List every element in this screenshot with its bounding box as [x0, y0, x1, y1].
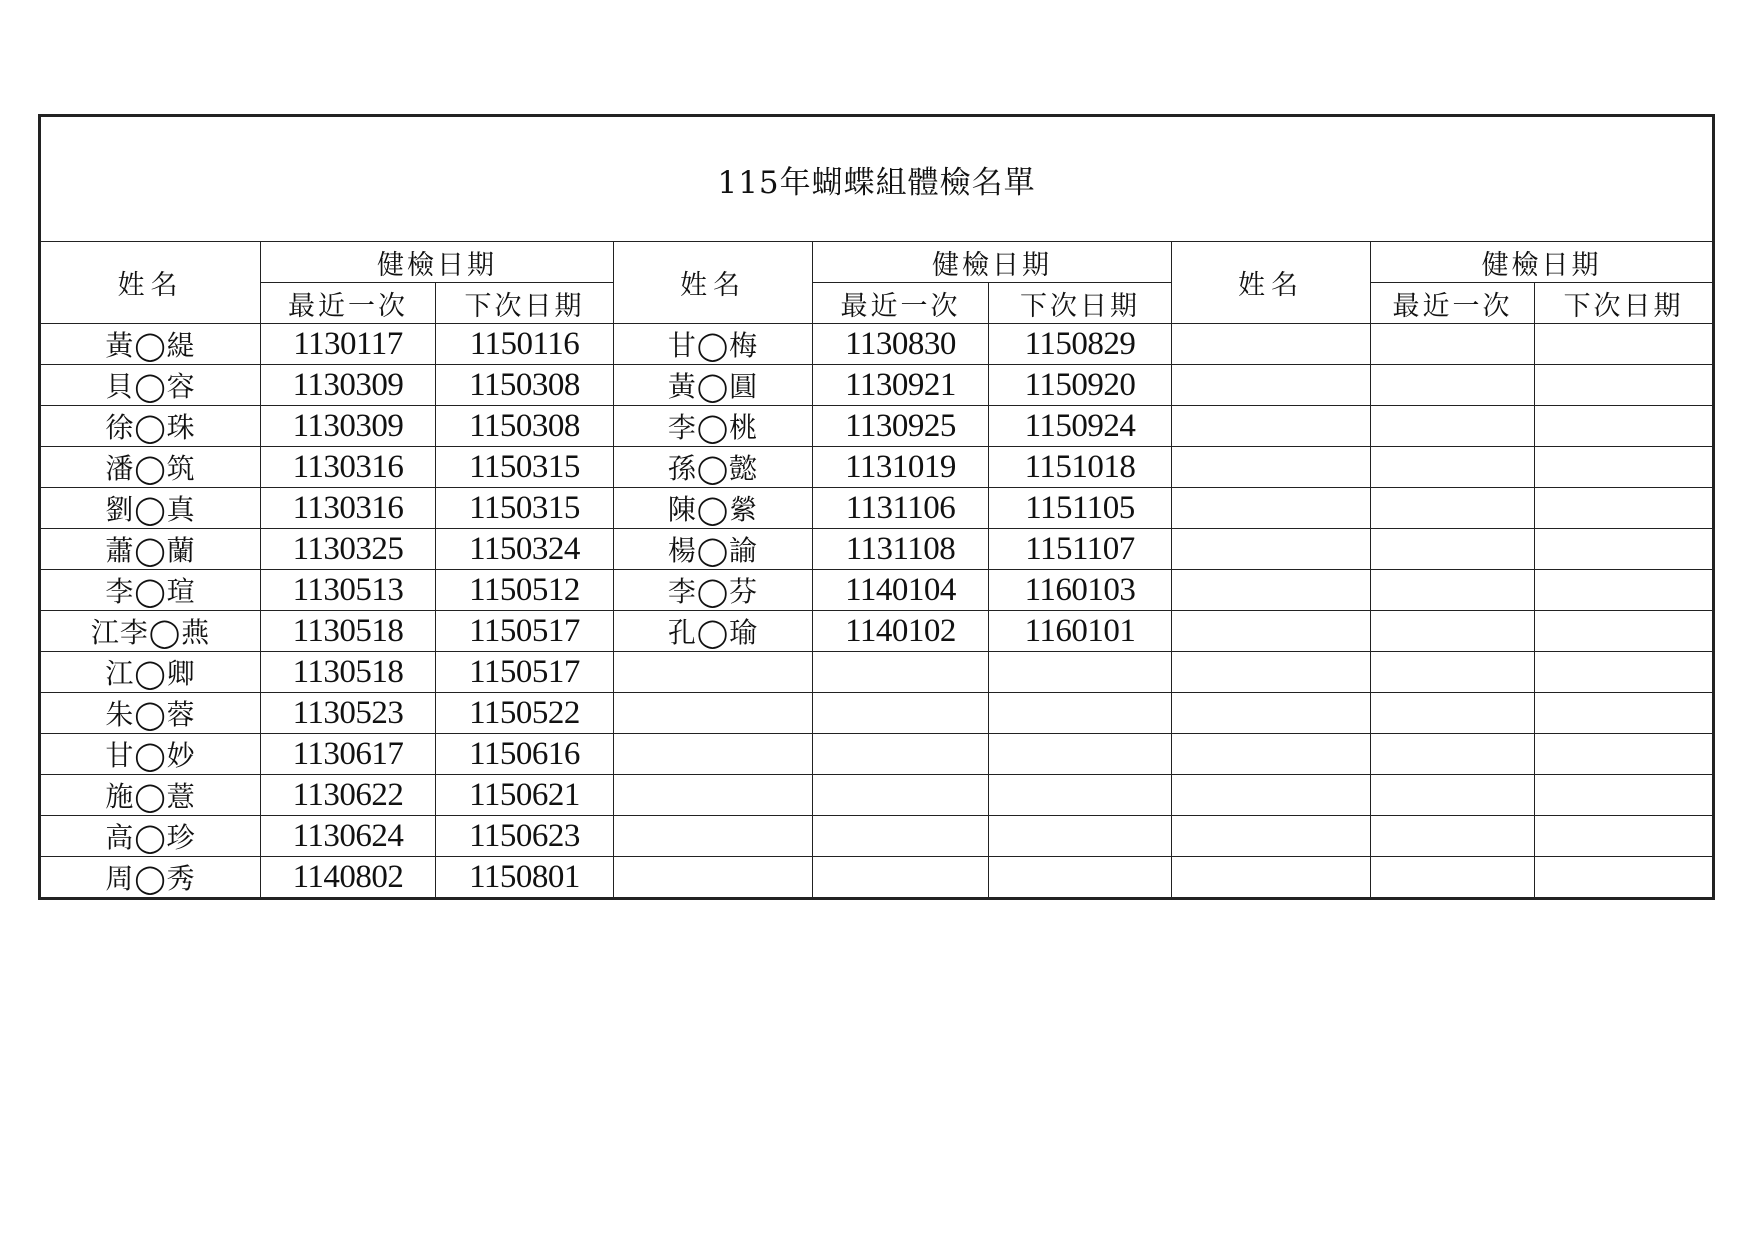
next-checkup-date: 1150517 [436, 652, 614, 693]
member-name: 高◯珍 [40, 816, 261, 857]
member-name [614, 775, 813, 816]
table-row [40, 734, 1714, 775]
last-checkup-header-2: 最近一次 [813, 283, 989, 324]
next-checkup-date: 1151105 [989, 488, 1172, 529]
next-checkup-date [1535, 529, 1714, 570]
table-row [40, 406, 1714, 447]
last-checkup-date: 1140102 [813, 611, 989, 652]
member-name [1172, 447, 1371, 488]
last-checkup-date [1371, 857, 1535, 899]
member-name: 孔◯瑜 [614, 611, 813, 652]
next-checkup-date: 1150522 [436, 693, 614, 734]
next-checkup-date: 1150621 [436, 775, 614, 816]
last-checkup-date [1371, 365, 1535, 406]
next-checkup-date [1535, 488, 1714, 529]
last-checkup-date [1371, 488, 1535, 529]
last-checkup-date [813, 775, 989, 816]
next-checkup-date: 1150315 [436, 447, 614, 488]
last-checkup-date [1371, 652, 1535, 693]
last-checkup-date [1371, 324, 1535, 365]
next-checkup-date: 1150517 [436, 611, 614, 652]
last-checkup-date [1371, 775, 1535, 816]
last-checkup-date [1371, 816, 1535, 857]
last-checkup-date [1371, 570, 1535, 611]
last-checkup-date: 1130316 [261, 488, 436, 529]
table-row [40, 447, 1714, 488]
next-checkup-date [1535, 611, 1714, 652]
member-name [1172, 488, 1371, 529]
next-checkup-date: 1150801 [436, 857, 614, 899]
last-checkup-date [1371, 529, 1535, 570]
member-name: 朱◯蓉 [40, 693, 261, 734]
last-checkup-date [813, 652, 989, 693]
next-checkup-date [989, 734, 1172, 775]
last-checkup-date [1371, 693, 1535, 734]
member-name [1172, 406, 1371, 447]
next-checkup-date: 1150324 [436, 529, 614, 570]
last-checkup-date: 1140802 [261, 857, 436, 899]
last-checkup-date [1371, 734, 1535, 775]
member-name [1172, 365, 1371, 406]
last-checkup-date [813, 857, 989, 899]
table-row [40, 365, 1714, 406]
last-checkup-date: 1130309 [261, 406, 436, 447]
checkup-date-header-2: 健檢日期 [813, 242, 1172, 283]
member-name: 潘◯筑 [40, 447, 261, 488]
last-checkup-date [813, 693, 989, 734]
table-row [40, 693, 1714, 734]
last-checkup-date: 1130518 [261, 652, 436, 693]
last-checkup-date: 1130523 [261, 693, 436, 734]
member-name: 徐◯珠 [40, 406, 261, 447]
next-checkup-date [989, 775, 1172, 816]
next-checkup-date: 1150829 [989, 324, 1172, 365]
member-name [614, 816, 813, 857]
member-name: 楊◯諭 [614, 529, 813, 570]
checkup-date-header-3: 健檢日期 [1371, 242, 1714, 283]
next-checkup-date: 1151018 [989, 447, 1172, 488]
last-checkup-date: 1130617 [261, 734, 436, 775]
member-name: 江◯卿 [40, 652, 261, 693]
member-name [1172, 775, 1371, 816]
next-checkup-date: 1150315 [436, 488, 614, 529]
member-name [1172, 734, 1371, 775]
next-checkup-date [989, 816, 1172, 857]
member-name: 李◯桃 [614, 406, 813, 447]
last-checkup-date: 1131108 [813, 529, 989, 570]
next-checkup-date: 1160103 [989, 570, 1172, 611]
member-name: 黃◯緹 [40, 324, 261, 365]
next-checkup-date [1535, 734, 1714, 775]
next-checkup-date: 1150308 [436, 365, 614, 406]
next-checkup-date: 1151107 [989, 529, 1172, 570]
last-checkup-date: 1130830 [813, 324, 989, 365]
next-checkup-date [1535, 816, 1714, 857]
last-checkup-date: 1130518 [261, 611, 436, 652]
member-name [614, 734, 813, 775]
last-checkup-date: 1130325 [261, 529, 436, 570]
last-checkup-date [813, 734, 989, 775]
member-name: 甘◯妙 [40, 734, 261, 775]
last-checkup-date [1371, 447, 1535, 488]
member-name: 周◯秀 [40, 857, 261, 899]
last-checkup-date: 1130309 [261, 365, 436, 406]
member-name: 黃◯圓 [614, 365, 813, 406]
last-checkup-date [813, 816, 989, 857]
next-checkup-date [1535, 324, 1714, 365]
table-row [40, 816, 1714, 857]
last-checkup-date: 1131106 [813, 488, 989, 529]
next-checkup-date: 1150512 [436, 570, 614, 611]
member-name: 蕭◯蘭 [40, 529, 261, 570]
member-name [1172, 611, 1371, 652]
table-row [40, 611, 1714, 652]
member-name: 貝◯容 [40, 365, 261, 406]
next-checkup-date [1535, 406, 1714, 447]
document-title: 115年蝴蝶組體檢名單 [40, 116, 1714, 242]
next-checkup-date [1535, 857, 1714, 899]
member-name [614, 693, 813, 734]
table-row [40, 529, 1714, 570]
next-checkup-date [989, 857, 1172, 899]
last-checkup-date [1371, 406, 1535, 447]
next-checkup-date [989, 693, 1172, 734]
next-checkup-date: 1150116 [436, 324, 614, 365]
next-checkup-header-2: 下次日期 [989, 283, 1172, 324]
table-row [40, 570, 1714, 611]
next-checkup-date: 1160101 [989, 611, 1172, 652]
last-checkup-date: 1130316 [261, 447, 436, 488]
member-name [1172, 324, 1371, 365]
member-name [1172, 693, 1371, 734]
member-name: 陳◯縈 [614, 488, 813, 529]
next-checkup-date: 1150623 [436, 816, 614, 857]
member-name [1172, 652, 1371, 693]
member-name: 李◯芬 [614, 570, 813, 611]
next-checkup-date [1535, 365, 1714, 406]
last-checkup-date: 1130925 [813, 406, 989, 447]
next-checkup-date: 1150920 [989, 365, 1172, 406]
member-name [614, 857, 813, 899]
member-name: 甘◯梅 [614, 324, 813, 365]
next-checkup-date [1535, 652, 1714, 693]
member-name [614, 652, 813, 693]
last-checkup-date [1371, 611, 1535, 652]
last-checkup-date: 1130921 [813, 365, 989, 406]
name-header-1: 姓名 [40, 242, 261, 324]
last-checkup-date: 1130622 [261, 775, 436, 816]
table-row [40, 652, 1714, 693]
next-checkup-date: 1150308 [436, 406, 614, 447]
last-checkup-date: 1131019 [813, 447, 989, 488]
table-row [40, 488, 1714, 529]
checkup-date-header-1: 健檢日期 [261, 242, 614, 283]
next-checkup-date [1535, 775, 1714, 816]
member-name: 施◯薏 [40, 775, 261, 816]
next-checkup-date [1535, 570, 1714, 611]
name-header-2: 姓名 [614, 242, 813, 324]
member-name: 江李◯燕 [40, 611, 261, 652]
roster-body [40, 324, 1714, 899]
next-checkup-date [1535, 693, 1714, 734]
next-checkup-date: 1150924 [989, 406, 1172, 447]
next-checkup-date: 1150616 [436, 734, 614, 775]
member-name [1172, 529, 1371, 570]
last-checkup-date: 1130513 [261, 570, 436, 611]
last-checkup-header-1: 最近一次 [261, 283, 436, 324]
next-checkup-header-3: 下次日期 [1535, 283, 1714, 324]
header-row-2 [40, 283, 1714, 324]
table-row [40, 775, 1714, 816]
name-header-3: 姓名 [1172, 242, 1371, 324]
last-checkup-date: 1130117 [261, 324, 436, 365]
last-checkup-header-3: 最近一次 [1371, 283, 1535, 324]
next-checkup-date [1535, 447, 1714, 488]
last-checkup-date: 1140104 [813, 570, 989, 611]
table-row [40, 324, 1714, 365]
member-name: 李◯瑄 [40, 570, 261, 611]
member-name: 孫◯懿 [614, 447, 813, 488]
member-name [1172, 570, 1371, 611]
table-row [40, 857, 1714, 899]
header-row-1 [40, 242, 1714, 283]
checkup-roster-table [38, 114, 1715, 900]
title-row [40, 116, 1714, 242]
next-checkup-date [989, 652, 1172, 693]
next-checkup-header-1: 下次日期 [436, 283, 614, 324]
last-checkup-date: 1130624 [261, 816, 436, 857]
member-name: 劉◯真 [40, 488, 261, 529]
member-name [1172, 816, 1371, 857]
member-name [1172, 857, 1371, 899]
